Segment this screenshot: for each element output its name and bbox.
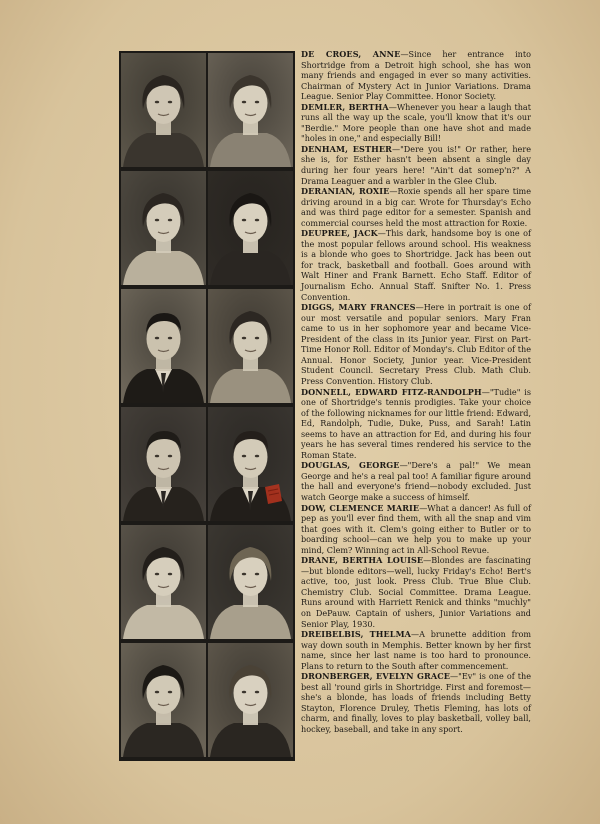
entry-name: DENHAM, ESTHER — [301, 143, 392, 154]
entry-10 — [301, 629, 531, 671]
entry-text: Since her entrance into Shortridge from a Detroit high school, she has won many friends and engaged in ever so many activities. Chairman of Mystery Act in Junior Variations. Drama League. Senior Play Committee. Honor Society. — [301, 49, 532, 102]
entry-name: DERANIAN, ROXIE — [301, 186, 390, 197]
entry-5 — [301, 302, 531, 386]
entry-text: This dark, handsome boy is one of the most popular fellows around school. His weakness is a blonde who goes to Shortridge. Jack has been out for track, basketball and football. Goes around with Walt Hiner and Frank Barnett. Echo Staff. Editor of Journalism Echo. Annual Staff. Snifter No. 1. Press Convention. — [301, 228, 531, 302]
portrait-de-croes — [121, 53, 206, 167]
entry-dash: — — [399, 460, 408, 471]
entry-7 — [301, 460, 531, 502]
entry-name: DRONBERGER, EVELYN GRACE — [301, 671, 451, 682]
entry-dash: — — [400, 49, 409, 59]
entry-name: DIGGS, MARY FRANCES — [301, 302, 416, 313]
portrait-dreibelbis — [121, 643, 206, 757]
entry-text: Roxie spends all her spare time driving around in a big car. Wrote for Thursday's Echo and was third page editor for a semester. Spanish and commercial courses held the most attraction for Roxie. — [301, 186, 532, 228]
entry-9 — [301, 555, 531, 629]
entry-dash: — — [411, 629, 420, 640]
red-pin-icon — [262, 481, 284, 507]
entry-dash: — — [388, 101, 397, 112]
entry-2 — [301, 144, 531, 186]
entry-text: "Dere's a pal!" We mean George and he's a real pal too! A familiar figure around the hall and everyone's friend—nobody excluded. Just watch George make a success of himself. — [301, 460, 531, 502]
entry-text: Whenever you hear a laugh that runs all the way up the scale, you'll know that it's our "Berdie." More people than one have shot and made "holes in one," and especially Bill! — [301, 101, 531, 144]
entry-name: DRANE, BERTHA LOUISE — [301, 555, 424, 566]
portrait-deupree — [121, 289, 206, 403]
entry-name: DONNELL, EDWARD FITZ-RANDOLPH — [301, 386, 482, 397]
entry-dash: — — [377, 228, 386, 239]
entry-name: DOUGLAS, GEORGE — [301, 460, 400, 471]
biography-column — [301, 49, 531, 761]
entry-4 — [301, 228, 531, 302]
portrait-denham — [121, 171, 206, 285]
entry-11 — [301, 671, 531, 734]
entry-3 — [301, 186, 531, 228]
entry-name: DEUPREE, JACK — [301, 228, 378, 239]
portrait-deranian — [208, 171, 293, 285]
portrait-demler — [208, 53, 293, 167]
entry-dash: — — [389, 186, 398, 197]
entry-name: DEMLER, BERTHA — [301, 101, 389, 112]
entry-text: Blondes are fascinating—but blonde editors—well, lucky Friday's Echo! Bert's active, too, just look. Press Club. True Blue Club. Chemistry Club. Social Committee. Drama League. Runs around with Harriett Renick and thinks "muchly" on DePauw. Captain of ushers, Junior Variations and Senior Play, 1930. — [301, 555, 531, 629]
portrait-diggs — [208, 289, 293, 403]
entry-dash: — — [415, 302, 424, 313]
entry-text: Here in portrait is one of our most versatile and popular seniors. Mary Fran came to us in her sophomore year and became Vice-President of the class in its Junior year. First on Part-Time Honor Roll. Editor of Monday's. Club Editor of the Annual. Honor Society, Junior year. Vice-President Student Council. Secretary Press Club. Math Club. Press Convention. History Club. — [301, 302, 531, 386]
portrait-dronberger — [208, 643, 293, 757]
entry-dash: — — [481, 386, 490, 397]
entry-text: What a dancer! As full of pep as you'll ever find them, with all the snap and vim that goes with it. Clem's going either to Butler or to boarding school—can we help you to make up your mind, Clem? Winning act in All-School Revue. — [301, 502, 531, 555]
entry-name: DREIBELBIS, THELMA — [301, 629, 412, 640]
entry-text: A brunette addition from way down south in Memphis. Better known by her first name, since her last name is too hard to pronounce. Plans to return to the South after commencement. — [301, 629, 531, 671]
entry-text: "Ev" is one of the best all 'round girls in Shortridge. First and foremost—she's a blonde, has loads of friends including Betty Stayton, Florence Druley, Thetis Fleming, has lots of charm, and finally, loves to play basketball, volley ball, hockey, baseball, and take in any sport. — [301, 671, 531, 734]
portrait-dow — [121, 525, 206, 639]
entry-dash: — — [391, 143, 401, 154]
entry-text: "Tudie" is one of Shortridge's tennis prodigies. Take your choice of the following nicknames for our little friend: Edward, Ed, Randolph, Tudie, Duke, Puss, and Sarah! Latin seems to have an attraction for Ed, and during his four years he has several times rendered his service to the Roman State. — [301, 386, 532, 460]
entry-0 — [301, 49, 531, 102]
entry-dash: — — [450, 671, 459, 682]
entry-1 — [301, 102, 531, 144]
entry-text: "Dere you is!" Or rather, here she is, for Esther hasn't been absent a single day during her four years here! "Ain't dat somep'n?" A Drama Leaguer and a warbler in the Glee Club. — [301, 143, 531, 186]
entry-8 — [301, 503, 531, 556]
entry-6 — [301, 387, 531, 461]
entry-name: DE CROES, ANNE — [301, 49, 401, 59]
entry-dash: — — [419, 502, 428, 513]
portrait-drane — [208, 525, 293, 639]
portrait-donnell — [121, 407, 206, 521]
entry-name: DOW, CLEMENCE MARIE — [301, 502, 420, 513]
entry-dash: — — [423, 555, 432, 566]
